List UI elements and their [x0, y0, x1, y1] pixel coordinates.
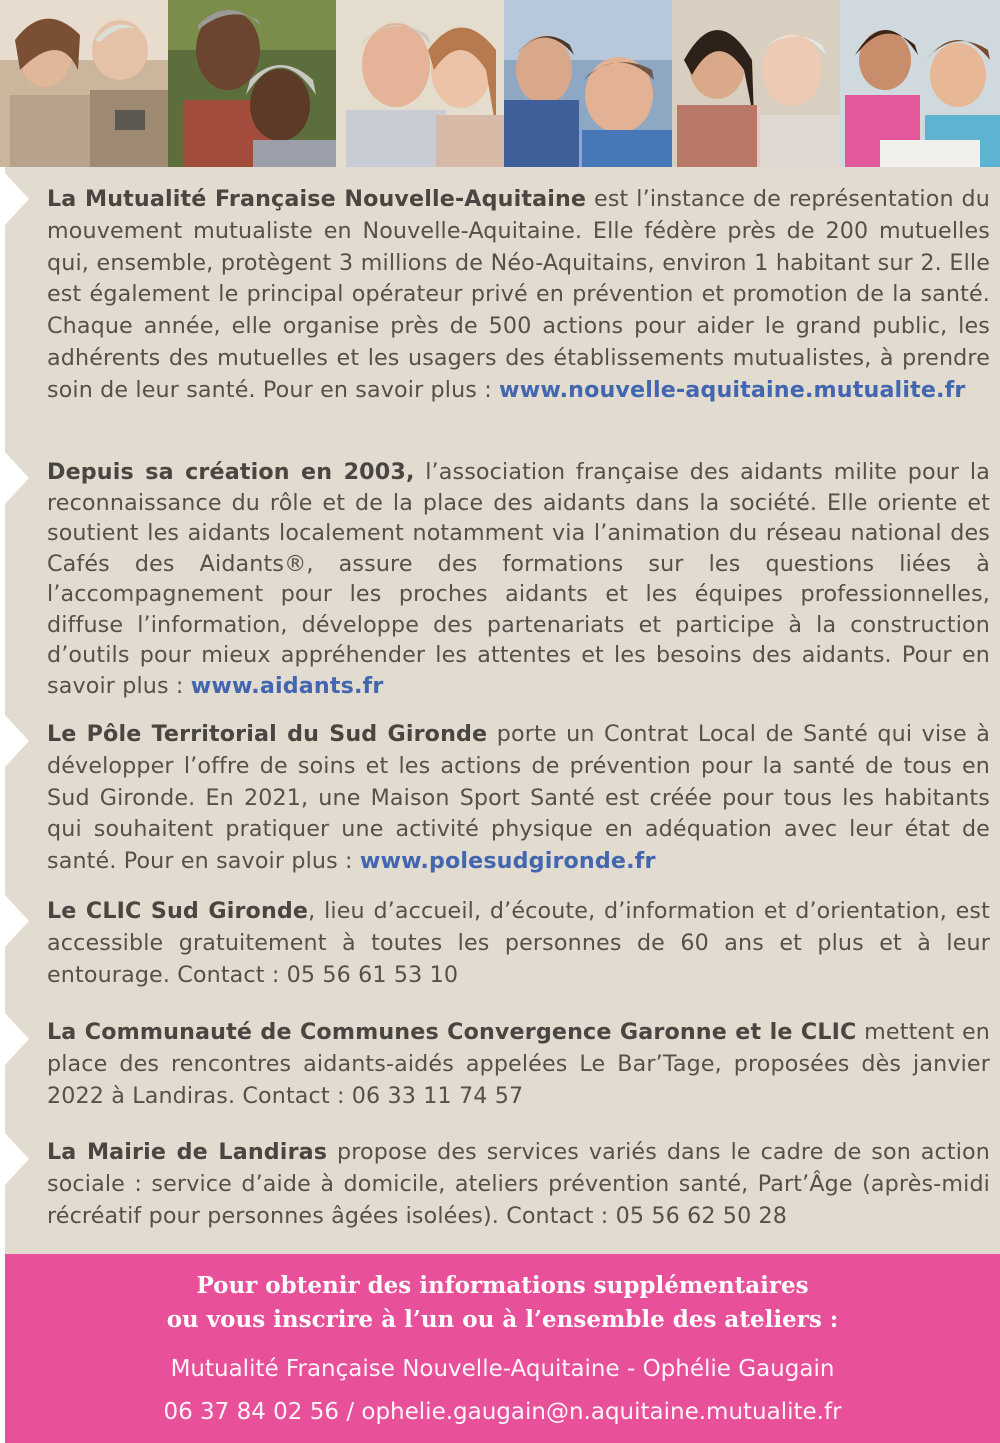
link-aidants[interactable]: www.aidants.fr [190, 672, 384, 699]
paragraph-text: est l’instance de représentation du mouvement mutualiste en Nouvelle-Aquitaine. Elle fédère près de 200 mutuelles qui, ensemble, protègent 3 millions de Néo-Aquitains, environ 1 habitant sur 2. Elle est également le principal opérateur privé en prévention et promotion de la santé. Chaque année, elle organise près de 500 actions pour aider le grand public, les adhérents des mutuelles et les usagers des établissements mutualistes, à prendre soin de leur santé. Pour en savoir plus : [47, 186, 991, 403]
footer-contact-name: Mutualité Française Nouvelle-Aquitaine - Ophélie Gaugain [170, 1356, 835, 1382]
footer-heading-line1: Pour obtenir des informations supplémentaires [196, 1272, 809, 1299]
photo-elderly-man-and-woman-smiling [336, 0, 504, 167]
chevron-icon [5, 452, 29, 504]
paragraph-mutualite [47, 184, 990, 407]
paragraph-bold: La Communauté de Communes Convergence Garonne et le CLIC [47, 1019, 857, 1045]
paragraph-text: , lieu d’accueil, d’écoute, d’information et d’orientation, est accessible gratuitement à toutes les personnes de 60 ans et plus et à leur entourage. Contact : 05 56 61 53 10 [47, 898, 990, 988]
photo-boy-and-man-laughing [504, 0, 672, 167]
paragraph-bold: Le Pôle Territorial du Sud Gironde [47, 721, 488, 747]
chevron-icon [5, 1013, 29, 1065]
paragraph-text: l’association française des aidants milite pour la reconnaissance du rôle et de la place des aidants dans la société. Elle oriente et soutient les aidants localement notamment via l’animation du réseau national des Cafés des Aidants®, assure des formations sur les questions liées à l’accompagnement pour les proches aidants et les équipes professionnelles, diffuse l’information, développe des partenariats et participe à la construction d’outils pour mieux appréhender les attentes et les besoins des aidants. Pour en savoir plus : [47, 459, 990, 699]
chevron-icon [5, 715, 29, 767]
photo-strip [0, 0, 1000, 167]
photo-young-woman-with-elderly-man [0, 0, 168, 167]
paragraph-text: porte un Contrat Local de Santé qui vise à développer l’offre de soins et les actions de prévention pour la santé de tous en Sud Gironde. En 2021, une Maison Sport Santé est créée pour tous les habitants qui souhaitent pratiquer une activité physique en adéquation avec leur état de santé. Pour en savoir plus : [47, 721, 991, 875]
paragraph-mairie [47, 1137, 990, 1232]
photo-elderly-couple [168, 0, 336, 167]
link-pole-sud-gironde[interactable]: www.polesudgironde.fr [359, 848, 656, 875]
paragraph-bold: Le CLIC Sud Gironde [47, 898, 309, 924]
paragraph-bold: La Mairie de Landiras [47, 1139, 328, 1165]
chevron-icon [5, 1133, 29, 1185]
paragraph-aidants [47, 457, 990, 701]
paragraph-bold: Depuis sa création en 2003, [47, 459, 415, 485]
paragraph-pole-territorial [47, 719, 990, 878]
paragraph-clic [47, 896, 990, 991]
paragraph-bold: La Mutualité Française Nouvelle-Aquitaine [47, 186, 587, 212]
paragraph-communaute [47, 1017, 990, 1112]
footer-heading-line2: ou vous inscrire à l’un ou à l’ensemble des ateliers : [166, 1306, 839, 1333]
link-mutualite[interactable]: www.nouvelle-aquitaine.mutualite.fr [499, 376, 966, 403]
contact-footer [5, 1254, 1000, 1443]
chevron-icon [5, 173, 29, 225]
photo-girls-reading [840, 0, 1000, 167]
paragraph-text: mettent en place des rencontres aidants-aidés appelées Le Bar’Tage, proposées dès janvier 2022 à Landiras. Contact : 06 33 11 74 57 [47, 1019, 990, 1109]
chevron-icon [5, 895, 29, 947]
paragraph-text: propose des services variés dans le cadre de son action sociale : service d’aide à domicile, ateliers prévention santé, Part’Âge (après-midi récréatif pour personnes âgées isolées). Contact : 05 56 62 50 28 [47, 1139, 990, 1229]
photo-young-woman-with-elderly-woman [672, 0, 840, 167]
footer-contact-details[interactable]: 06 37 84 02 56 / ophelie.gaugain@n.aquitaine.mutualite.fr [163, 1399, 842, 1425]
content-panel [5, 167, 1000, 1254]
